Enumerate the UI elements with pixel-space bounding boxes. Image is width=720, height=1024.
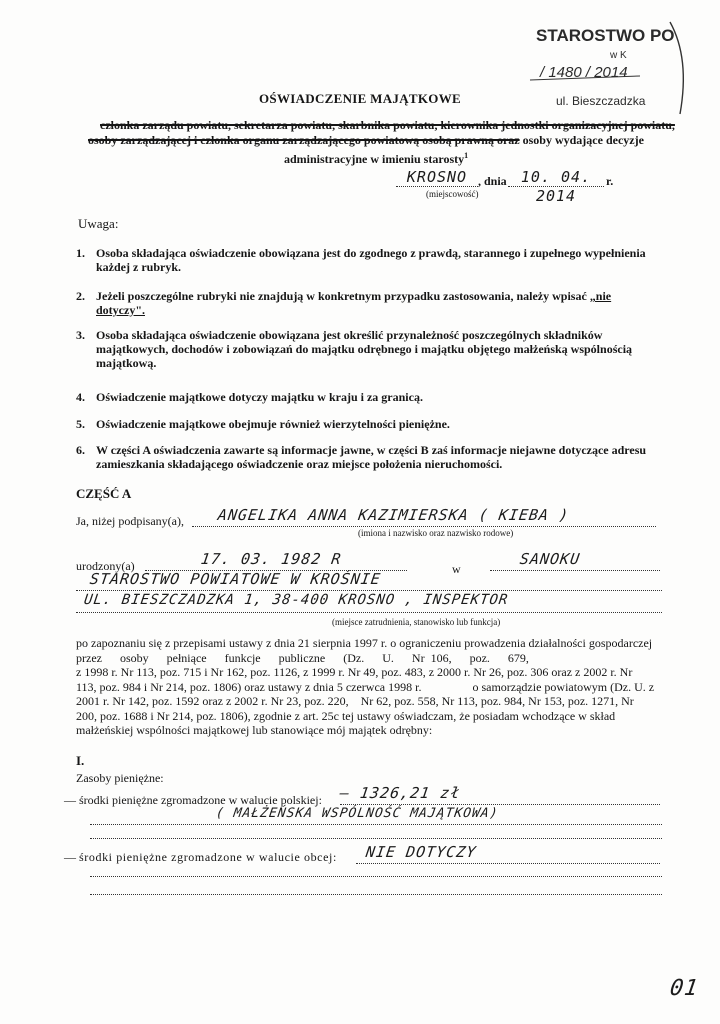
item-1-blank-line — [90, 826, 662, 839]
name-caption: (imiona i nazwisko oraz nazwisko rodowe) — [358, 528, 514, 538]
birth-date-value: 17. 03. 1982 R — [199, 550, 343, 568]
w-label: w — [452, 562, 461, 576]
item-2-value: NIE DOTYCZY — [364, 843, 478, 861]
name-value: ANGELIKA ANNA KAZIMIERSKA ( KIEBA ) — [216, 506, 571, 524]
date-value: 10. 04. 2014 — [520, 168, 592, 205]
item-1-note-field — [90, 806, 662, 825]
note-2-line-1: Jeżeli poszczególne rubryki nie znajdują w konkretnym przypadku zastosowania, należy wpisać — [96, 289, 587, 303]
note-3-line-3: majątkową. — [96, 356, 157, 370]
place-value: KROSNO — [406, 168, 468, 186]
date-suffix: r. — [606, 174, 614, 188]
note-2-quote-start: „nie — [589, 289, 612, 303]
birth-place-field — [490, 550, 660, 571]
item-2-label: środki pieniężne zgromadzone w walucie obcej: — [79, 850, 337, 864]
note-5-number: 5. — [76, 417, 85, 431]
note-6 — [96, 443, 686, 471]
employer-caption: (miejsce zatrudnienia, stanowisko lub funkcja) — [332, 617, 501, 627]
note-1 — [96, 246, 676, 274]
part-a-heading: CZĘŚĆ A — [76, 486, 132, 501]
stamp-line-3: / 1480 / 2014 — [540, 64, 628, 81]
ja-label: Ja, niżej podpisany(a), — [76, 514, 184, 528]
note-6-number: 6. — [76, 443, 85, 457]
name-field — [192, 506, 656, 527]
note-3-line-2: majątkowych, dochodów i zobowiązań do majątku odrębnego i majątku objętego małżeńską wspólnością — [96, 342, 633, 356]
note-3-line-1: Osoba składająca oświadczenie obowiązana jest określić przynależność poszczególnych składników — [96, 328, 603, 342]
birth-date-field — [145, 550, 407, 571]
legal-line-2: przez osoby pełniące funkcje publiczne (Dz. U. Nr 106, poz. 679, — [76, 650, 529, 665]
legal-line-5: 2001 r. Nr 142, poz. 1592 oraz z 2002 r. Nr 23, poz. 220, Nr 62, poz. 558, Nr 113, poz. 984, Nr 153, poz. 1271, Nr — [76, 694, 634, 708]
intro-line-3 — [284, 149, 468, 166]
note-6-line-1: W części A oświadczenia zawarte są informacje jawne, w części B zaś informacje niejawne dotyczące adresu — [96, 443, 647, 457]
stamp-line-1: STAROSTWO PO — [536, 26, 675, 45]
note-4-line-1: Oświadczenie majątkowe dotyczy majątku w kraju i za granicą. — [96, 390, 423, 404]
intro-line-3-text: administracyjne w imieniu starosty — [284, 152, 465, 166]
note-2-line-2: dotyczy". — [96, 303, 145, 317]
item-1-note: ( MAŁŻEŃSKA WSPÓLNOŚĆ MAJĄTKOWA) — [214, 806, 500, 821]
note-2-number: 2. — [76, 289, 85, 303]
uwaga-label: Uwaga: — [78, 216, 119, 231]
item-2-blank-line-1 — [90, 864, 662, 877]
legal-line-6: 200, poz. 1688 i Nr 214, poz. 1806), zgodnie z art. 25c tej ustawy oświadczam, że posiadam wchodzące w skład — [76, 708, 616, 723]
item-1-value-field — [340, 784, 660, 805]
note-3-number: 3. — [76, 328, 85, 342]
legal-line-1: po zapoznaniu się z przepisami ustawy z dnia 21 sierpnia 1997 r. o ograniczeniu prowadzenia działalności gospodarczej — [76, 636, 653, 650]
item-2-blank-line-2 — [90, 882, 662, 895]
date-field — [508, 168, 604, 205]
section-1-heading: I. — [76, 753, 85, 768]
place-field — [396, 168, 478, 187]
note-3 — [96, 328, 676, 370]
intro-line-1 — [100, 118, 680, 132]
intro-struck-1: członka zarządu powiatu, sekretarza powiatu, skarbnika powiatu, kierownika jednostki organizacyjnej powiatu, — [100, 118, 675, 132]
note-6-line-2: zamieszkania składającego oświadczenie oraz miejsce położenia nieruchomości. — [96, 457, 503, 471]
item-2-value-field — [356, 843, 660, 864]
note-5-line-1: Oświadczenie majątkowe obejmuje również wierzytelności pieniężne. — [96, 417, 450, 431]
stamp-line-4: ul. Bieszczadzka — [556, 94, 646, 108]
dnia-label: , dnia — [478, 174, 507, 188]
note-1-line-1: Osoba składająca oświadczenie obowiązana jest do zgodnego z prawdą, starannego i zupełnego wypełnienia — [96, 246, 646, 260]
note-1-line-2: każdej z rubryk. — [96, 260, 181, 274]
employer-line-1: STAROSTWO POWIATOWE W KROŚNIE — [88, 570, 383, 588]
intro-struck-2: osoby zarządzającej i członka organu zarządzającego powiatową osobą prawną oraz — [88, 133, 520, 147]
intro-rest-2: osoby wydające decyzje — [522, 133, 644, 147]
item-1-row: — środki pieniężne zgromadzone w walucie polskiej: — [64, 793, 322, 807]
legal-text — [76, 636, 696, 738]
employer-line-2: UL. BIESZCZADZKA 1, 38-400 KROSNO , INSPEKTOR — [82, 592, 510, 608]
note-1-number: 1. — [76, 246, 85, 260]
document-title: OŚWIADCZENIE MAJĄTKOWE — [259, 91, 461, 106]
note-2 — [96, 289, 676, 317]
item-2-row: — środki pieniężne zgromadzone w walucie obcej: — [64, 850, 337, 864]
zasoby-label: Zasoby pieniężne: — [76, 771, 164, 785]
item-1-value: — 1326,21 zł — [338, 784, 462, 802]
employer-field-2 — [76, 592, 662, 613]
stamp-line-2: w K — [610, 50, 627, 61]
place-caption: (miejscowość) — [426, 189, 479, 199]
employer-field-1 — [76, 570, 662, 591]
page-mark: 01 — [668, 976, 701, 1001]
intro-line-2 — [88, 133, 688, 147]
urodzony-label: urodzony(a) — [76, 559, 135, 573]
legal-line-4: 113, poz. 984 i Nr 214, poz. 1806) oraz ustawy z dnia 5 czerwca 1998 r. o samorządzie powiatowym (Dz. U. z — [76, 679, 655, 694]
footnote-marker: 1 — [464, 151, 469, 160]
note-4-number: 4. — [76, 390, 85, 404]
birth-place-value: SANOKU — [518, 550, 582, 568]
legal-line-7: małżeńskiej wspólności majątkowej lub stanowiące mój majątek odrębny: — [76, 723, 433, 737]
item-1-label: środki pieniężne zgromadzone w walucie polskiej: — [79, 793, 322, 807]
legal-line-3: z 1998 r. Nr 113, poz. 715 i Nr 162, poz. 1126, z 1999 r. Nr 49, poz. 483, z 2000 r. Nr 26, poz. 306 oraz z 2002 r. Nr — [76, 665, 633, 679]
